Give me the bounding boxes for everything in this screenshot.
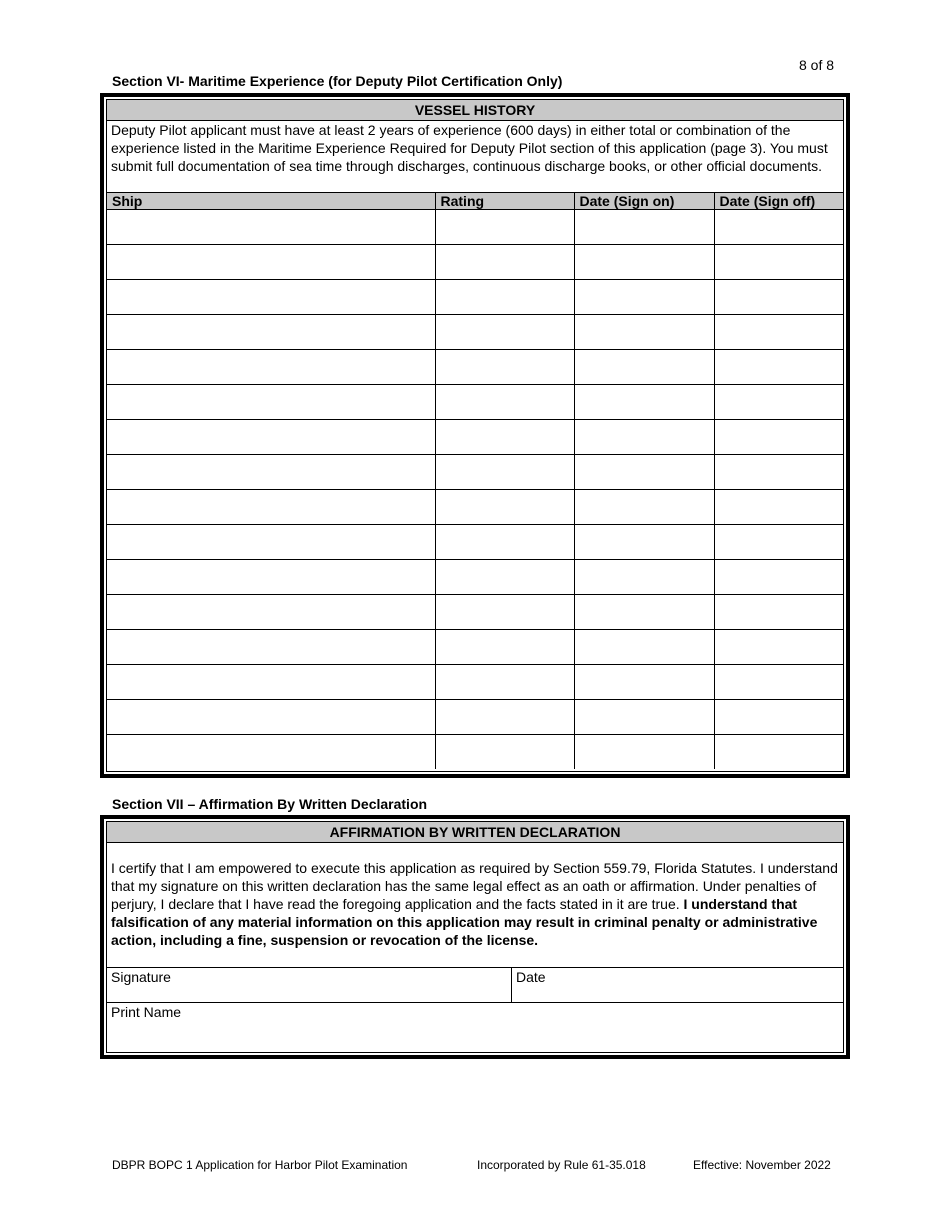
date-sign-on-cell[interactable]: [574, 560, 714, 595]
date-sign-off-cell[interactable]: [714, 595, 843, 630]
print-name-label: Print Name: [111, 1004, 182, 1020]
column-header-date-sign-on: Date (Sign on): [574, 193, 714, 210]
date-label: Date: [516, 969, 546, 985]
ship-cell[interactable]: [107, 350, 435, 385]
vessel-history-box: [100, 93, 850, 778]
table-row: [107, 350, 843, 385]
page-number: 8 of 8: [799, 57, 835, 73]
date-sign-off-cell[interactable]: [714, 315, 843, 350]
table-row: [107, 700, 843, 735]
date-sign-on-cell[interactable]: [574, 700, 714, 735]
date-field[interactable]: [512, 968, 843, 1002]
section-vii-title: Section VII – Affirmation By Written Declaration: [112, 796, 428, 812]
date-sign-off-cell[interactable]: [714, 385, 843, 420]
vessel-history-instructions: Deputy Pilot applicant must have at least 2 years of experience (600 days) in either total or combination of the experience listed in the Maritime Experience Required for Deputy Pilot section of this application (page 3). You must submit full documentation of sea time through discharges, continuous discharge books, or other official documents.: [107, 121, 843, 193]
rating-cell[interactable]: [435, 245, 574, 280]
ship-cell[interactable]: [107, 420, 435, 455]
date-sign-on-cell[interactable]: [574, 630, 714, 665]
date-sign-off-cell[interactable]: [714, 525, 843, 560]
date-sign-off-cell[interactable]: [714, 700, 843, 735]
rating-cell[interactable]: [435, 350, 574, 385]
vessel-history-rows: [107, 210, 843, 770]
ship-cell[interactable]: [107, 560, 435, 595]
rating-cell[interactable]: [435, 525, 574, 560]
table-row: [107, 315, 843, 350]
rating-cell[interactable]: [435, 455, 574, 490]
rating-cell[interactable]: [435, 490, 574, 525]
date-sign-off-cell[interactable]: [714, 560, 843, 595]
ship-cell[interactable]: [107, 630, 435, 665]
date-sign-on-cell[interactable]: [574, 665, 714, 700]
rating-cell[interactable]: [435, 210, 574, 245]
column-header-date-sign-off: Date (Sign off): [714, 193, 843, 210]
column-header-rating: Rating: [435, 193, 574, 210]
column-header-ship: Ship: [107, 193, 435, 210]
rating-cell[interactable]: [435, 385, 574, 420]
date-sign-off-cell[interactable]: [714, 735, 843, 770]
footer-form-name: DBPR BOPC 1 Application for Harbor Pilot Examination: [112, 1158, 408, 1172]
ship-cell[interactable]: [107, 210, 435, 245]
date-sign-on-cell[interactable]: [574, 735, 714, 770]
table-row: [107, 595, 843, 630]
table-row: [107, 420, 843, 455]
date-sign-on-cell[interactable]: [574, 210, 714, 245]
rating-cell[interactable]: [435, 315, 574, 350]
date-sign-on-cell[interactable]: [574, 525, 714, 560]
signature-date-row: [107, 968, 843, 1003]
date-sign-off-cell[interactable]: [714, 210, 843, 245]
ship-cell[interactable]: [107, 280, 435, 315]
ship-cell[interactable]: [107, 455, 435, 490]
date-sign-on-cell[interactable]: [574, 315, 714, 350]
rating-cell[interactable]: [435, 735, 574, 770]
date-sign-off-cell[interactable]: [714, 665, 843, 700]
rating-cell[interactable]: [435, 595, 574, 630]
affirmation-statement-plain: I certify that I am empowered to execute this application as required by Section 559.79, Florida Statutes. I understand that my signature on this written declaration has the same legal effect as an oath or affirmation. Under penalties of perjury, I declare that I have read the foregoing application and the facts stated in it are true.: [111, 860, 838, 912]
ship-cell[interactable]: [107, 525, 435, 560]
affirmation-box: [100, 815, 850, 1059]
ship-cell[interactable]: [107, 315, 435, 350]
date-sign-on-cell[interactable]: [574, 420, 714, 455]
section-vi-title: Section VI- Maritime Experience (for Deputy Pilot Certification Only): [112, 73, 563, 89]
date-sign-off-cell[interactable]: [714, 490, 843, 525]
table-row: [107, 630, 843, 665]
table-row: [107, 490, 843, 525]
affirmation-header: AFFIRMATION BY WRITTEN DECLARATION: [107, 822, 843, 843]
date-sign-on-cell[interactable]: [574, 245, 714, 280]
rating-cell[interactable]: [435, 700, 574, 735]
ship-cell[interactable]: [107, 490, 435, 525]
table-row: [107, 735, 843, 770]
rating-cell[interactable]: [435, 560, 574, 595]
ship-cell[interactable]: [107, 385, 435, 420]
vessel-history-header: VESSEL HISTORY: [107, 100, 843, 121]
rating-cell[interactable]: [435, 420, 574, 455]
date-sign-off-cell[interactable]: [714, 350, 843, 385]
table-row: [107, 280, 843, 315]
date-sign-on-cell[interactable]: [574, 455, 714, 490]
date-sign-off-cell[interactable]: [714, 245, 843, 280]
rating-cell[interactable]: [435, 280, 574, 315]
table-row: [107, 560, 843, 595]
date-sign-off-cell[interactable]: [714, 280, 843, 315]
date-sign-on-cell[interactable]: [574, 350, 714, 385]
rating-cell[interactable]: [435, 630, 574, 665]
table-row: [107, 665, 843, 700]
table-row: [107, 385, 843, 420]
date-sign-off-cell[interactable]: [714, 420, 843, 455]
date-sign-off-cell[interactable]: [714, 455, 843, 490]
ship-cell[interactable]: [107, 735, 435, 770]
table-row: [107, 210, 843, 245]
date-sign-on-cell[interactable]: [574, 280, 714, 315]
date-sign-on-cell[interactable]: [574, 385, 714, 420]
date-sign-on-cell[interactable]: [574, 490, 714, 525]
ship-cell[interactable]: [107, 665, 435, 700]
table-row: [107, 455, 843, 490]
print-name-field[interactable]: [107, 1003, 843, 1037]
ship-cell[interactable]: [107, 595, 435, 630]
affirmation-statement: [107, 843, 843, 968]
vessel-history-table: [107, 193, 843, 769]
rating-cell[interactable]: [435, 665, 574, 700]
affirmation-statement-bold: I understand that falsification of any material information on this application may result in criminal penalty or administrative action, including a fine, suspension or revocation of the license.: [111, 896, 818, 948]
table-row: [107, 525, 843, 560]
footer-rule: Incorporated by Rule 61-35.018: [477, 1158, 646, 1172]
ship-cell[interactable]: [107, 245, 435, 280]
signature-field[interactable]: [107, 968, 512, 1002]
date-sign-on-cell[interactable]: [574, 595, 714, 630]
ship-cell[interactable]: [107, 700, 435, 735]
date-sign-off-cell[interactable]: [714, 630, 843, 665]
footer-effective-date: Effective: November 2022: [693, 1158, 831, 1172]
table-row: [107, 245, 843, 280]
signature-label: Signature: [111, 969, 171, 985]
